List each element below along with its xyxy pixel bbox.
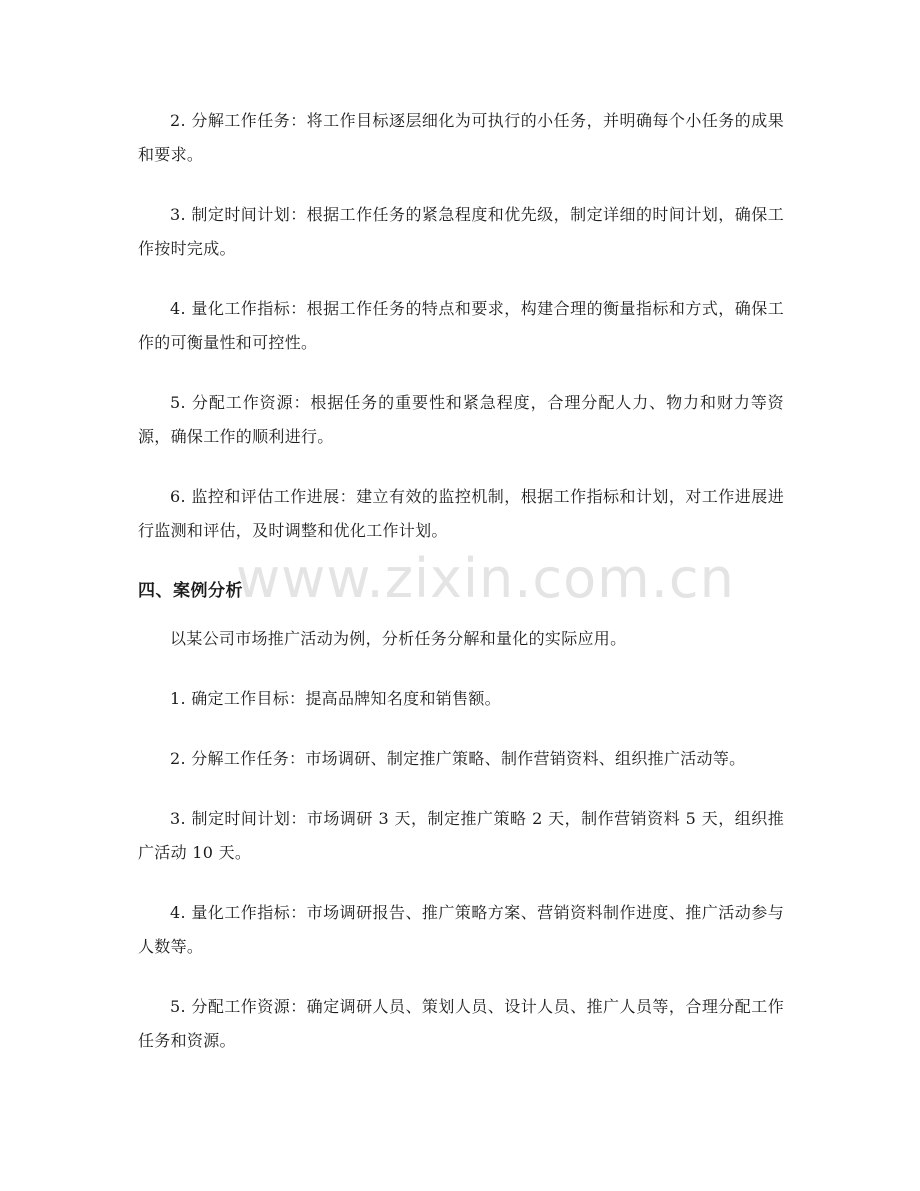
paragraph-step-2: 2. 分解工作任务：将工作目标逐层细化为可执行的小任务，并明确每个小任务的成果和要求。	[138, 111, 784, 164]
paragraph-step-3: 3. 制定时间计划：根据工作任务的紧急程度和优先级，制定详细的时间计划，确保工作按时完成。	[138, 205, 784, 258]
watermark-text: www.zixin.com.cn	[236, 547, 735, 610]
paragraph-case-step-4: 4. 量化工作指标：市场调研报告、推广策略方案、营销资料制作进度、推广活动参与人数等。	[138, 903, 784, 956]
paragraph-case-step-1: 1. 确定工作目标：提高品牌知名度和销售额。	[170, 689, 501, 708]
paragraph-step-4: 4. 量化工作指标：根据工作任务的特点和要求，构建合理的衡量指标和方式，确保工作的可衡量性和可控性。	[138, 299, 784, 352]
section-heading-case-analysis: 四、案例分析	[138, 581, 243, 601]
paragraph-step-6: 6. 监控和评估工作进展：建立有效的监控机制，根据工作指标和计划，对工作进展进行监测和评估，及时调整和优化工作计划。	[138, 487, 784, 540]
document-body	[138, 104, 784, 1084]
paragraph-case-step-5: 5. 分配工作资源：确定调研人员、策划人员、设计人员、推广人员等，合理分配工作任务和资源。	[138, 997, 784, 1050]
paragraph-case-intro: 以某公司市场推广活动为例，分析任务分解和量化的实际应用。	[170, 629, 627, 648]
paragraph-case-step-2: 2. 分解工作任务：市场调研、制定推广策略、制作营销资料、组织推广活动等。	[170, 749, 746, 768]
paragraph-case-step-3: 3. 制定时间计划：市场调研 3 天，制定推广策略 2 天，制作营销资料 5 天，组织推广活动 10 天。	[138, 809, 784, 862]
paragraph-step-5: 5. 分配工作资源：根据任务的重要性和紧急程度，合理分配人力、物力和财力等资源，确保工作的顺利进行。	[138, 393, 784, 446]
